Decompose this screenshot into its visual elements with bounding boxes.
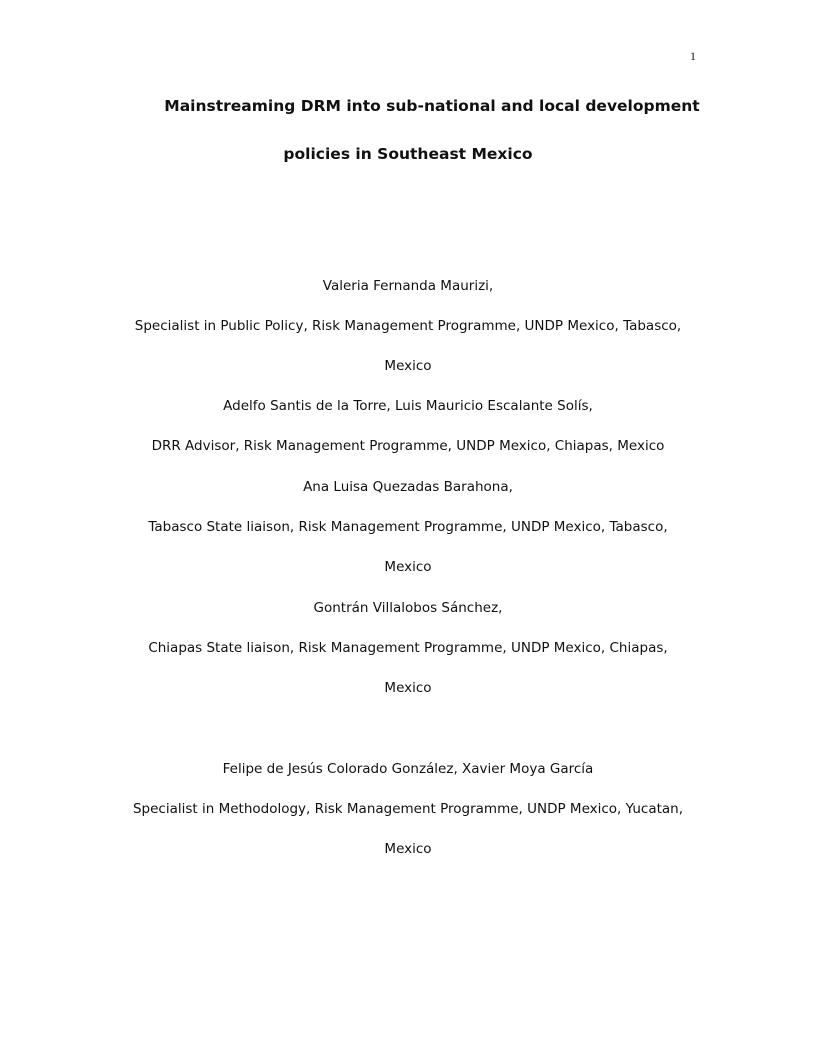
affiliation-villalobos-country: Mexico	[384, 680, 432, 696]
author-name-villalobos: Gontrán Villalobos Sánchez,	[313, 600, 503, 616]
affiliation-colorado-moya: Specialist in Methodology, Risk Management Programme, UNDP Mexico, Yucatan,	[132, 801, 684, 817]
page-number: 1	[690, 49, 696, 63]
author-name-colorado-moya: Felipe de Jesús Colorado González, Xavier Moya García	[222, 761, 594, 777]
affiliation-maurizi-country: Mexico	[384, 358, 432, 374]
author-name-quezadas: Ana Luisa Quezadas Barahona,	[303, 479, 513, 495]
author-name-maurizi: Valeria Fernanda Maurizi,	[322, 278, 494, 294]
affiliation-colorado-moya-country: Mexico	[384, 841, 432, 857]
affiliation-villalobos: Chiapas State liaison, Risk Management Programme, UNDP Mexico, Chiapas,	[148, 640, 668, 656]
author-name-santis-escalante: Adelfo Santis de la Torre, Luis Mauricio Escalante Solís,	[223, 398, 593, 414]
affiliation-quezadas: Tabasco State liaison, Risk Management Programme, UNDP Mexico, Tabasco,	[148, 519, 668, 535]
affiliation-quezadas-country: Mexico	[384, 559, 432, 575]
affiliation-santis-escalante: DRR Advisor, Risk Management Programme, UNDP Mexico, Chiapas, Mexico	[151, 438, 665, 454]
affiliation-maurizi: Specialist in Public Policy, Risk Management Programme, UNDP Mexico, Tabasco,	[134, 318, 682, 334]
